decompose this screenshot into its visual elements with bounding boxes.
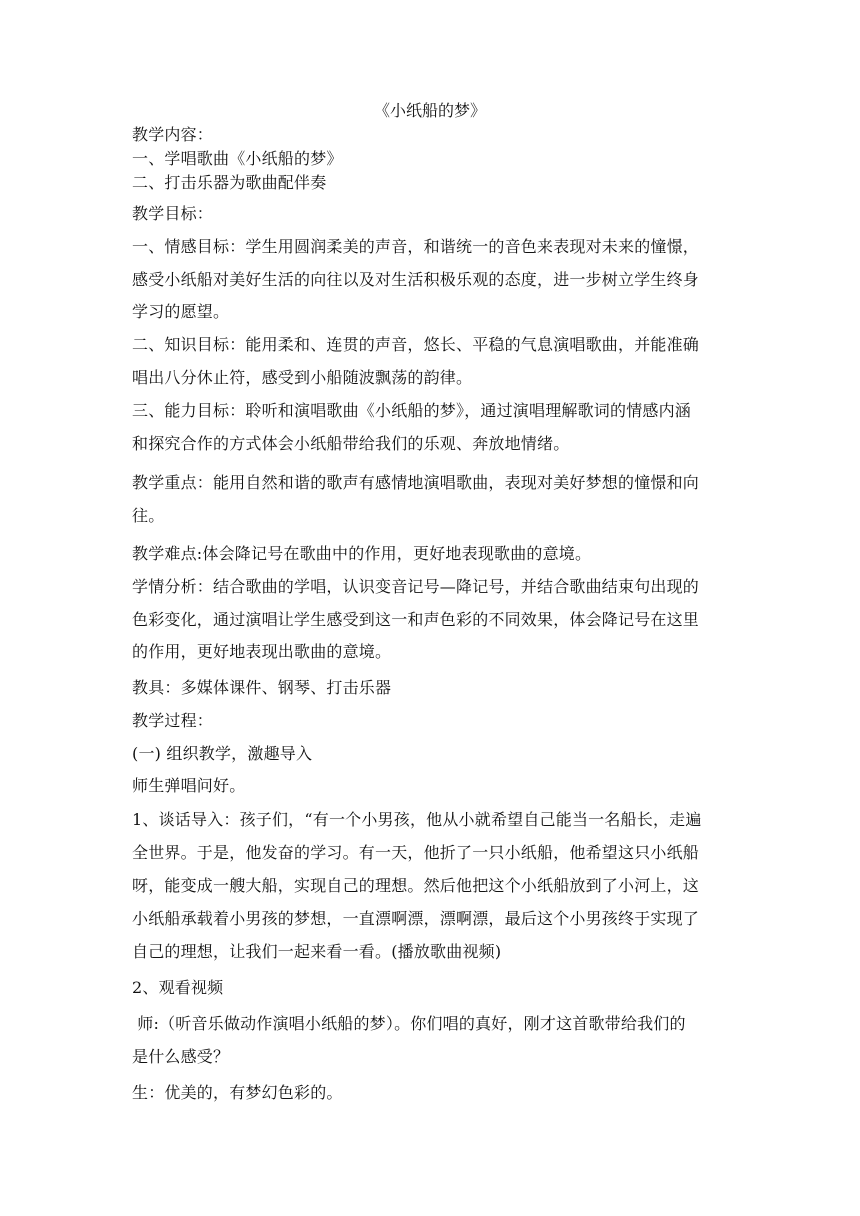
intro-line-4: 小纸船承载着小男孩的梦想，一直漂啊漂，漂啊漂，最后这个小男孩终于实现了 (132, 909, 700, 928)
goal-emotion-line-2: 感受小纸船对美好生活的向往以及对生活积极乐观的态度，进一步树立学生终身 (132, 270, 700, 289)
watch-video-line: 2、观看视频 (132, 978, 224, 997)
teacher-line-2: 是什么感受？ (132, 1047, 230, 1066)
greeting-line: 师生弹唱问好。 (132, 776, 246, 795)
key-point-line-2: 往。 (132, 506, 165, 525)
intro-line-5: 自己的理想，让我们一起来看一看。(播放歌曲视频) (132, 942, 502, 961)
document-title: 《小纸船的梦》 (373, 101, 486, 120)
heading-teaching-goals: 教学目标： (132, 204, 214, 223)
goal-knowledge-line-2: 唱出八分休止符，感受到小船随波飘荡的韵律。 (132, 368, 473, 387)
analysis-line-2: 色彩变化，通过演唱让学生感受到这一和声色彩的不同效果，体会降记号在这里 (132, 610, 700, 629)
goal-emotion-line-1: 一、情感目标：学生用圆润柔美的声音，和谐统一的音色来表现对未来的憧憬， (132, 237, 700, 256)
intro-line-3: 呀，能变成一艘大船，实现自己的理想。然后他把这个小纸船放到了小河上，这 (132, 876, 700, 895)
goal-ability-line-1: 三、能力目标：聆听和演唱歌曲《小纸船的梦》，通过演唱理解歌词的情感内涵 (132, 401, 692, 420)
goal-emotion-line-3: 学习的愿望。 (132, 302, 230, 321)
difficulty-line: 教学难点:体会降记号在歌曲中的作用，更好地表现歌曲的意境。 (132, 544, 592, 563)
goal-ability-line-2: 和探究合作的方式体会小纸船带给我们的乐观、奔放地情绪。 (132, 434, 570, 453)
goal-knowledge-line-1: 二、知识目标：能用柔和、连贯的声音，悠长、平稳的气息演唱歌曲，并能准确 (132, 335, 700, 354)
heading-teaching-content: 教学内容： (132, 125, 214, 144)
intro-line-2: 全世界。于是，他发奋的学习。有一天，他折了一只小纸船，他希望这只小纸船 (132, 843, 700, 862)
intro-line-1: 1、谈话导入：孩子们，“有一个小男孩，他从小就希望自己能当一名船长，走遍 (132, 810, 702, 829)
analysis-line-1: 学情分析：结合歌曲的学唱，认识变音记号—降记号，并结合歌曲结束句出现的 (132, 577, 700, 596)
analysis-line-3: 的作用，更好地表现出歌曲的意境。 (132, 642, 392, 661)
content-item-2: 二、打击乐器为歌曲配伴奏 (132, 173, 327, 192)
content-item-1: 一、学唱歌曲《小纸船的梦》 (132, 149, 343, 168)
heading-teaching-process: 教学过程： (132, 711, 214, 730)
key-point-line-1: 教学重点：能用自然和谐的歌声有感情地演唱歌曲，表现对美好梦想的憧憬和向 (132, 473, 700, 492)
teaching-tools-line: 教具：多媒体课件、钢琴、打击乐器 (132, 678, 392, 697)
process-step-1-heading: (一) 组织教学，激趣导入 (132, 744, 313, 763)
student-answer-line: 生：优美的，有梦幻色彩的。 (132, 1083, 343, 1102)
teacher-line-1: 师:（听音乐做动作演唱小纸船的梦）。你们唱的真好，刚才这首歌带给我们的 (132, 1014, 686, 1033)
